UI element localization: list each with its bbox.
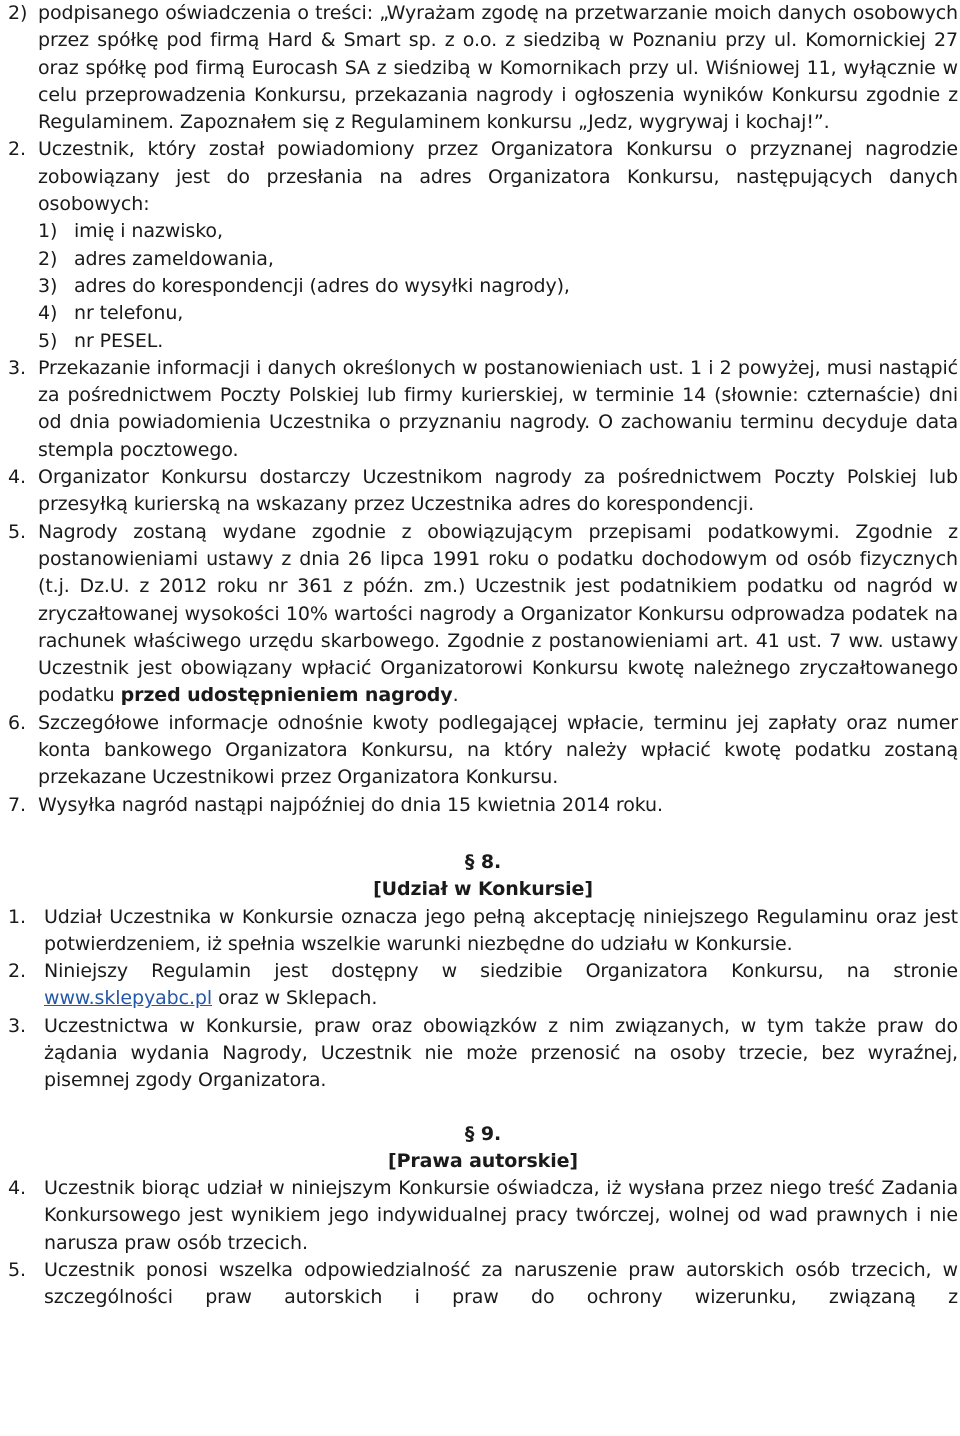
list-item bbox=[38, 246, 958, 273]
list-text: adres zameldowania, bbox=[74, 247, 274, 270]
s9-item-4 bbox=[8, 1175, 958, 1257]
item-number: 3. bbox=[8, 1014, 26, 1037]
list-text: nr PESEL. bbox=[74, 329, 164, 352]
personal-data-list bbox=[8, 218, 958, 354]
item-text: Nagrody zostaną wydane zgodnie z obowiązującym przepisami podatkowymi. Zgodnie z postanowieniami ustawy z dnia 26 lipca 1991 roku o podatku dochodowym od osób fizycznych (t.j. Dz.U. z 2012 roku nr 361 z późn. zm.) Uczestnik jest podatnikiem podatku od nagród w zryczałtowanej wysokości 10% wartości nagrody a Organizator Konkursu odprowadza podatek na rachunek właściwego urzędu skarbowego. Zgodnie z postanowieniami art. 41 ust. 7 ww. ustawy Uczestnik jest obowiązany wpłacić Organizatorowi Konkursu kwotę należnego zryczałtowanego podatku bbox=[38, 520, 958, 707]
item-number: 4. bbox=[8, 466, 26, 489]
item-number: 1. bbox=[8, 905, 26, 928]
list-item bbox=[38, 273, 958, 300]
s8-item-3 bbox=[8, 1013, 958, 1095]
s9-item-5 bbox=[8, 1257, 958, 1312]
item-text: Szczegółowe informacje odnośnie kwoty podlegającej wpłacie, terminu jej zapłaty oraz numer konta bankowego Organizatora Konkursu, na który należy wpłacić kwotę podatku zostaną przekazane Uczestnikowi przez Organizatora Konkursu. bbox=[38, 711, 958, 789]
consent-item bbox=[8, 0, 958, 136]
item-text-after: oraz w Sklepach. bbox=[217, 987, 378, 1010]
item-number: 3. bbox=[8, 356, 26, 379]
item-text: Uczestnik ponosi wszelka odpowiedzialność za naruszenie praw autorskich osób trzecich, w szczególności praw autorskich i praw do ochrony wizerunku, związaną z bbox=[44, 1259, 958, 1309]
section-heading: § 9. bbox=[464, 1122, 502, 1145]
s7-item-7 bbox=[8, 792, 958, 819]
consent-text: podpisanego oświadczenia o treści: „Wyrażam zgodę na przetwarzanie moich danych osobowych przez spółkę pod firmą Hard & Smart sp. z o.o. z siedzibą w Poznaniu przy ul. Komornickiej 27 oraz spółkę pod firmą Eurocash SA z siedzibą w Komornikach przy ul. Wiśniowej 11, wyłącznie w celu przeprowadzenia Konkursu, przekazania nagrody i ogłoszenia wyników Konkursu zgodnie z Regulaminem. Zapoznałem się z Regulaminem konkursu „Jedz, wygrywaj i kochaj!”. bbox=[38, 2, 958, 134]
list-text: imię i nazwisko, bbox=[74, 220, 223, 243]
s7-item-6 bbox=[8, 710, 958, 792]
s8-item-2 bbox=[8, 958, 958, 1013]
item-text: Przekazanie informacji i danych określonych w postanowieniach ust. 1 i 2 powyżej, musi nastąpić za pośrednictwem Poczty Polskiej lub firmy kurierskiej, w terminie 14 (słownie: czternaście) dni od dnia powiadomienia Uczestnika o przyznaniu nagrody. O zachowaniu terminu decyduje data stempla pocztowego. bbox=[38, 356, 958, 461]
list-text: adres do korespondencji (adres do wysyłki nagrody), bbox=[74, 274, 570, 297]
section-heading: § 8. bbox=[464, 850, 502, 873]
item-end: . bbox=[452, 684, 459, 707]
item-text: Uczestnik, który został powiadomiony przez Organizatora Konkursu o przyznanej nagrodzie zobowiązany jest do przesłania na adres Organizatora Konkursu, następujących danych osobowych: bbox=[38, 138, 958, 216]
item-number: 5. bbox=[8, 520, 26, 543]
item-number: 5. bbox=[8, 1259, 26, 1282]
section-subheading: [Udział w Konkursie] bbox=[373, 878, 593, 901]
list-number: 4) bbox=[38, 302, 58, 325]
list-item bbox=[38, 218, 958, 245]
item-text: Wysyłka nagród nastąpi najpóźniej do dnia 15 kwietnia 2014 roku. bbox=[38, 793, 663, 816]
item-number: 7. bbox=[8, 793, 26, 816]
list-number: 1) bbox=[38, 220, 58, 243]
item-text: Niniejszy Regulamin jest dostępny w siedzibie Organizatora Konkursu, na stronie bbox=[44, 960, 958, 983]
item-number: 4. bbox=[8, 1177, 26, 1200]
s7-item-3 bbox=[8, 355, 958, 464]
tax-item-text bbox=[38, 519, 958, 710]
list-item bbox=[38, 328, 958, 355]
item-text: Organizator Konkursu dostarczy Uczestnikom nagrody za pośrednictwem Poczty Polskiej lub przesyłką kurierską na wskazany przez Uczestnika adres do korespondencji. bbox=[38, 466, 958, 516]
s7-item-5 bbox=[8, 519, 958, 710]
list-number: 2) bbox=[38, 247, 58, 270]
list-item bbox=[38, 300, 958, 327]
list-number: 5) bbox=[38, 329, 58, 352]
item-text: Udział Uczestnika w Konkursie oznacza jego pełną akceptację niniejszego Regulaminu oraz jest potwierdzeniem, iż spełnia wszelkie warunki niezbędne do udziału w Konkursie. bbox=[44, 905, 958, 955]
bold-phrase: przed udostępnieniem nagrody bbox=[120, 684, 453, 707]
s7-item-4 bbox=[8, 464, 958, 519]
document-page bbox=[8, 0, 958, 1312]
item-number: 2. bbox=[8, 138, 26, 161]
s7-item-2 bbox=[8, 136, 958, 218]
item-text: Uczestnictwa w Konkursie, praw oraz obowiązków z nim związanych, w tym także praw do żądania wydania Nagrody, Uczestnik nie może przenosić na osoby trzecie, bez wyraźnej, pisemnej zgody Organizatora. bbox=[44, 1014, 958, 1092]
regulation-availability-text bbox=[44, 958, 958, 1013]
website-link[interactable]: www.sklepyabc.pl bbox=[44, 987, 213, 1010]
item-number: 2) bbox=[8, 2, 28, 24]
list-number: 3) bbox=[38, 274, 58, 297]
item-number: 6. bbox=[8, 711, 26, 734]
item-number: 2. bbox=[8, 960, 26, 983]
section-subheading: [Prawa autorskie] bbox=[388, 1149, 578, 1172]
item-text: Uczestnik biorąc udział w niniejszym Konkursie oświadcza, iż wysłana przez niego treść Zadania Konkursowego jest wynikiem jego indywidualnej pracy twórczej, wolnej od wad prawnych i nie narusza praw osób trzecich. bbox=[44, 1177, 958, 1254]
s8-item-1 bbox=[8, 904, 958, 959]
list-text: nr telefonu, bbox=[74, 302, 184, 325]
